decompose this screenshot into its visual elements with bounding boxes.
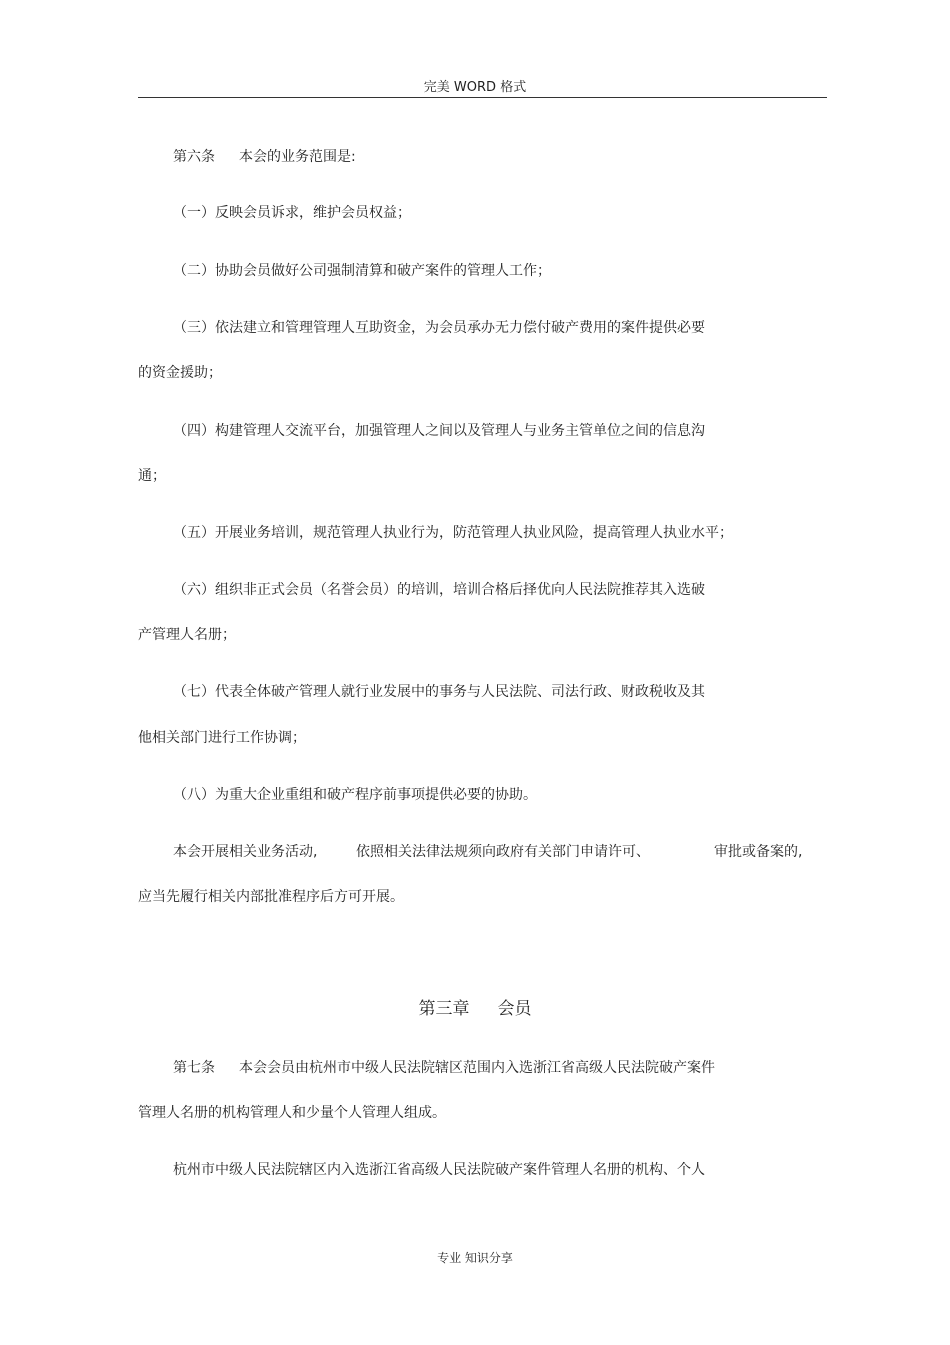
list-item-continued: 的资金援助； [138,365,222,381]
article7-line1: 本会会员由杭州市中级人民法院辖区范围内入选浙江省高级人民法院破产案件 [239,1060,715,1076]
list-item-continued: 产管理人名册； [138,627,236,643]
article6-heading: 第六条 [173,149,215,165]
list-item: （二）协助会员做好公司强制清算和破产案件的管理人工作； [173,263,551,279]
article6-closing-line2: 应当先履行相关内部批准程序后方可开展。 [138,889,404,905]
article6-closing-part3: 审批或备案的, [714,844,803,860]
list-item: （五）开展业务培训，规范管理人执业行为，防范管理人执业风险，提高管理人执业水平； [173,525,733,541]
article6-closing-part1: 本会开展相关业务活动, [173,844,318,860]
article7-line2: 管理人名册的机构管理人和少量个人管理人组成。 [138,1105,446,1121]
list-item-continued: 他相关部门进行工作协调； [138,730,306,746]
list-item: （八）为重大企业重组和破产程序前事项提供必要的协助。 [173,787,537,803]
article6-line [173,148,356,166]
list-item: （七）代表全体破产管理人就行业发展中的事务与人民法院、司法行政、财政税收及其 [173,684,705,700]
article7-heading: 第七条 [173,1060,215,1076]
article7-para2: 杭州市中级人民法院辖区内入选浙江省高级人民法院破产案件管理人名册的机构、个人 [173,1162,705,1178]
chapter-name: 会员 [497,999,532,1019]
list-item: （一）反映会员诉求，维护会员权益； [173,205,411,221]
chapter-title [0,998,950,1020]
list-item: （四）构建管理人交流平台，加强管理人之间以及管理人与业务主管单位之间的信息沟 [173,423,705,439]
list-item: （三）依法建立和管理管理人互助资金，为会员承办无力偿付破产费用的案件提供必要 [173,320,705,336]
chapter-label: 第三章 [418,999,470,1019]
list-item: （六）组织非正式会员（名誉会员）的培训，培训合格后择优向人民法院推荐其入选破 [173,582,705,598]
page-header: 完美 WORD 格式 [423,80,527,95]
list-item-continued: 通； [138,468,166,484]
article6-closing-part2: 依照相关法律法规须向政府有关部门申请许可、 [356,844,650,860]
article6-title: 本会的业务范围是: [239,149,356,165]
header-rule [138,97,827,98]
page-footer: 专业 知识分享 [437,1251,513,1265]
article7-line [173,1059,715,1077]
